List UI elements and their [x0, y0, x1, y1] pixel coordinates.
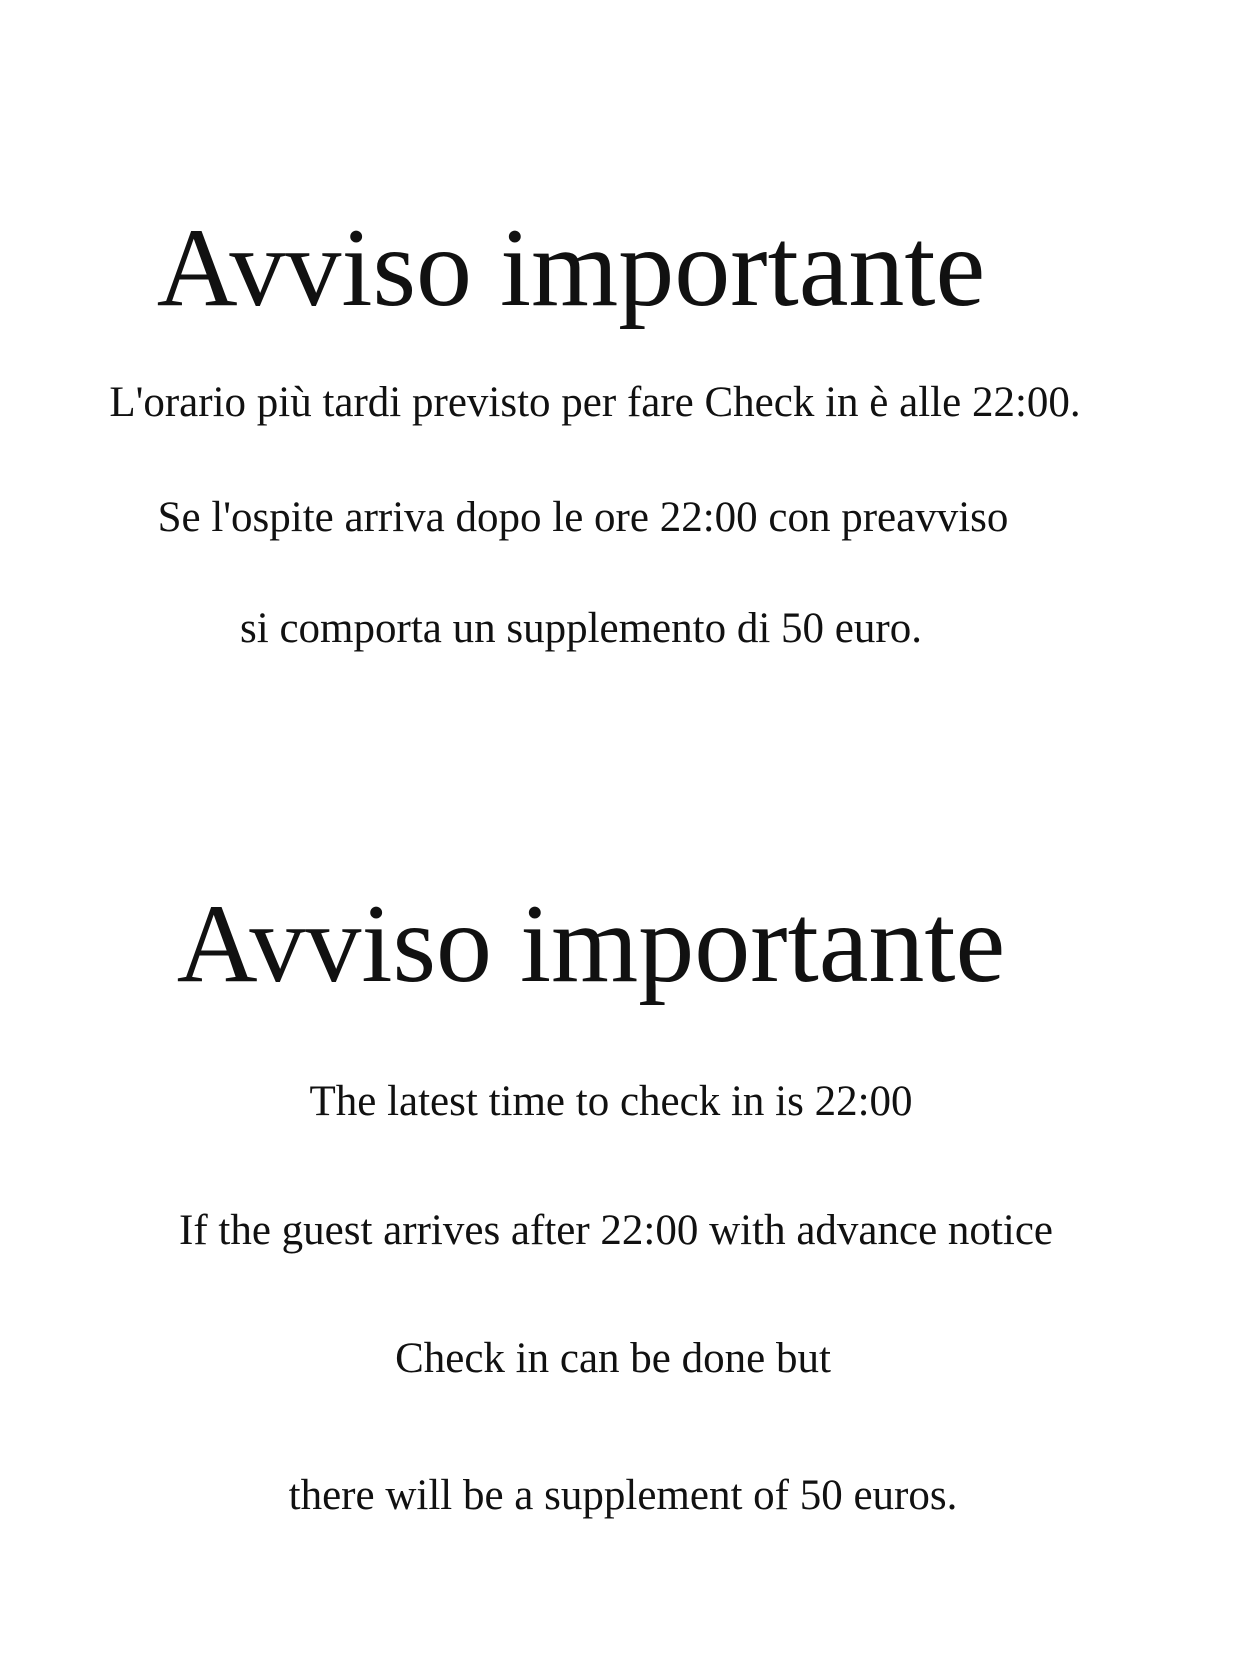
- notice-title: Avviso importante: [156, 206, 986, 330]
- notice-line-checkin-allowed: Check in can be done but: [395, 1335, 831, 1382]
- notice-line-late-arrival: If the guest arrives after 22:00 with advance notice: [179, 1207, 1053, 1254]
- notice-line-checkin-time: The latest time to check in is 22:00: [309, 1078, 913, 1125]
- notice-line-checkin-time: L'orario più tardi previsto per fare Check in è alle 22:00.: [109, 379, 1081, 426]
- notice-line-late-arrival: Se l'ospite arriva dopo le ore 22:00 con preavviso: [157, 494, 1009, 541]
- notice-title: Avviso importante: [176, 882, 1006, 1006]
- notice-line-supplement: there will be a supplement of 50 euros.: [288, 1472, 958, 1519]
- notice-line-supplement: si comporta un supplemento di 50 euro.: [240, 605, 922, 652]
